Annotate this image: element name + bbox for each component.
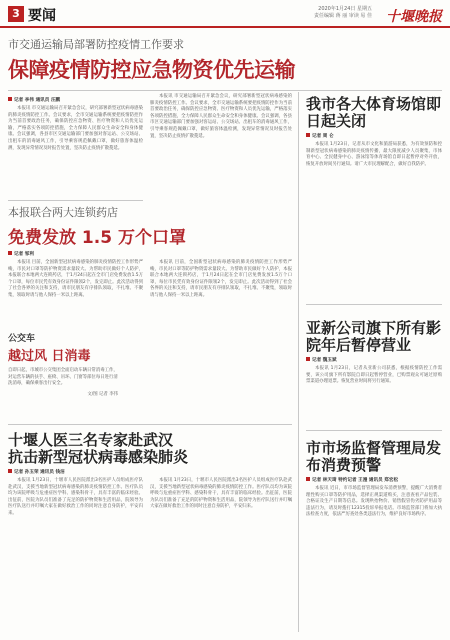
newspaper-logo: 十堰晚报 (386, 9, 442, 25)
edition-editors: 责任编辑 蒋 丽 审读 易 佳 (314, 13, 372, 19)
mask-headline: 免费发放 1.5 万个口罩 (8, 228, 186, 248)
sidebar-headline: 越过风 日消毒 (8, 349, 91, 364)
cinema-body: 本报讯 1月23日，记者从亚新公司获悉，根据疫情防控工作需要，该公司旗下所有影院自即日起暂停营业，已购票观众可通过原购票渠道办理退票。恢复营业时间将另行通知。 (306, 366, 442, 385)
bus-sidebar (8, 330, 118, 420)
mask-byline: 记者 邹利 (8, 251, 292, 257)
sports-headline: 我市各大体育场馆即日起关闭 (306, 95, 442, 130)
divider (8, 200, 143, 201)
market-story (306, 440, 442, 519)
divider (306, 304, 442, 305)
mask-body: 本报讯 目前，全国新型冠状病毒感染的肺炎疫情防控工作形势严峻，市民对口罩等防护物资需求量较大。为帮助市民做好个人防护，本报联合本地两大连锁药店，于1月24日起在全市门店免费发放1.5万个口罩，每位市民凭有效身份证件限领2个，发完即止。此次活动得到了社会各界的关注和支持，请市民朋友有序排队领取，不扎堆、不聚集，领取时请与他人保持一米以上距离。 (8, 260, 143, 298)
lead-body-cont: 本报讯 市交通运输局召开紧急会议，研究部署新型冠状病毒感染的肺炎疫情防控工作。会议要求，全市交通运输系统要把疫情防控作为当前首要政治任务，确保防控应急物资、医疗物资和人员优先运输，严格落实各项防控措施，全力保障人民群众生命安全和身体健康。会议强调，各县市区交通运输部门要加强对客运站、公交场站、出租车的消毒通风工作，引导乘客规范佩戴口罩，做好旅客体温检测，发现异常情况及时报告处置，坚决防止疫情扩散蔓延。 (150, 94, 292, 139)
market-byline: 记者 林天琦 特约记者 王漫 通讯员 郑宏松 (306, 477, 442, 483)
section-title: 要闻 (28, 8, 56, 24)
mask-deck: 本报联合两大连锁药店 (8, 206, 118, 219)
edition-info (314, 6, 372, 20)
sidebar-author: 文/图 记者 李伟 (87, 391, 118, 397)
divider (8, 90, 442, 91)
experts-body-cont: 本报讯 1月23日，十堰市人民医院派出3名医护人员组成医疗队赴武汉，支援当地新型冠状病毒感染的肺炎疫情防控工作。医疗队员均为该院呼吸与危重症医学科、感染科骨干，具有丰富的临床经验。出征前，医院为队员们准备了充足的防护物资和生活用品，院领导为医疗队送行并叮嘱大家在做好救治工作的同时注意自身防护，平安归来。 (150, 478, 292, 510)
market-body: 本报讯 近日，市市场监督管理局发布消费预警，提醒广大消费者理性购买口罩等防护用品，选择正规渠道购买，注意查看产品包装、合格证及生产日期等信息。发现哄抬物价、销售假冒伪劣防护用品等违法行为，请及时拨打12315投诉举报电话。市场监管部门将加大执法检查力度，依法严厉查处各类违法行为，维护良好市场秩序。 (306, 486, 442, 518)
cinema-byline: 记者 魏玉斌 (306, 357, 442, 363)
sports-body: 本报讯 1月23日，记者从市文化和旅游局获悉，为有效预防和控制新型冠状病毒感染的肺炎疫情传播，最大限度减少人员聚集，市体育中心、全民健身中心、游泳馆等体育场馆自即日起暂停对外开放，恢复开放时间另行通知。请广大市民理解配合，做好自我防护。 (306, 142, 442, 167)
experts-body: 本报讯 1月23日，十堰市人民医院派出3名医护人员组成医疗队赴武汉，支援当地新型冠状病毒感染的肺炎疫情防控工作。医疗队员均为该院呼吸与危重症医学科、感染科骨干，具有丰富的临床经验。出征前，医院为队员们准备了充足的防护物资和生活用品，院领导为医疗队送行并叮嘱大家在做好救治工作的同时注意自身防护，平安归来。 (8, 478, 143, 516)
mask-story (8, 204, 292, 300)
sports-story (306, 96, 442, 168)
column-rule (298, 92, 299, 632)
sidebar-body: 自即日起，市城市公交集团全面启动车辆日常消毒工作，对运营车辆的扶手、座椅、吊环、门窗等部位每日进行清洗消毒，确保乘客出行安全。 (8, 368, 118, 387)
experts-story (8, 432, 292, 518)
sidebar-label: 公交车 (8, 334, 36, 344)
lead-headline: 保障疫情防控应急物资优先运输 (8, 58, 295, 82)
lead-body-column (8, 94, 143, 152)
cinema-headline: 亚新公司旗下所有影院年后暂停营业 (306, 319, 442, 354)
lead-body: 本报讯 市交通运输局召开紧急会议，研究部署新型冠状病毒感染的肺炎疫情防控工作。会议要求，全市交通运输系统要把疫情防控作为当前首要政治任务，确保防控应急物资、医疗物资和人员优先运输，严格落实各项防控措施，全力保障人民群众生命安全和身体健康。会议强调，各县市区交通运输部门要加强对客运站、公交场站、出租车的消毒通风工作，引导乘客规范佩戴口罩，做好旅客体温检测，发现异常情况及时报告处置，坚决防止疫情扩散蔓延。 (8, 106, 143, 151)
edition-date: 2020年1月24日 星期五 (318, 6, 372, 12)
mask-body-columns (8, 260, 292, 300)
page-header (0, 0, 450, 28)
cinema-story (306, 320, 442, 386)
sports-byline: 记者 周 仑 (306, 133, 442, 139)
experts-deck: 十堰人医三名专家赴武汉 (8, 431, 174, 449)
experts-headline: 抗击新型冠状病毒感染肺炎 (8, 448, 189, 466)
lead-byline: 记者 李伟 通讯员 汪鹏 (8, 97, 143, 103)
experts-byline: 记者 孙玉荣 通讯员 钱洁 (8, 469, 292, 475)
market-headline: 市市场监督管理局发布消费预警 (306, 439, 442, 474)
experts-body-columns (8, 478, 292, 518)
lead-story (8, 36, 442, 84)
page-number: 3 (8, 6, 24, 22)
divider (306, 430, 442, 431)
lead-body-column-2 (150, 94, 292, 140)
mask-body-cont: 本报讯 目前，全国新型冠状病毒感染的肺炎疫情防控工作形势严峻，市民对口罩等防护物资需求量较大。为帮助市民做好个人防护，本报联合本地两大连锁药店，于1月24日起在全市门店免费发放1.5万个口罩，每位市民凭有效身份证件限领2个，发完即止。此次活动得到了社会各界的关注和支持，请市民朋友有序排队领取，不扎堆、不聚集，领取时请与他人保持一米以上距离。 (150, 260, 292, 298)
divider (8, 424, 292, 425)
lead-deck: 市交通运输局部署防控疫情工作要求 (8, 38, 184, 51)
